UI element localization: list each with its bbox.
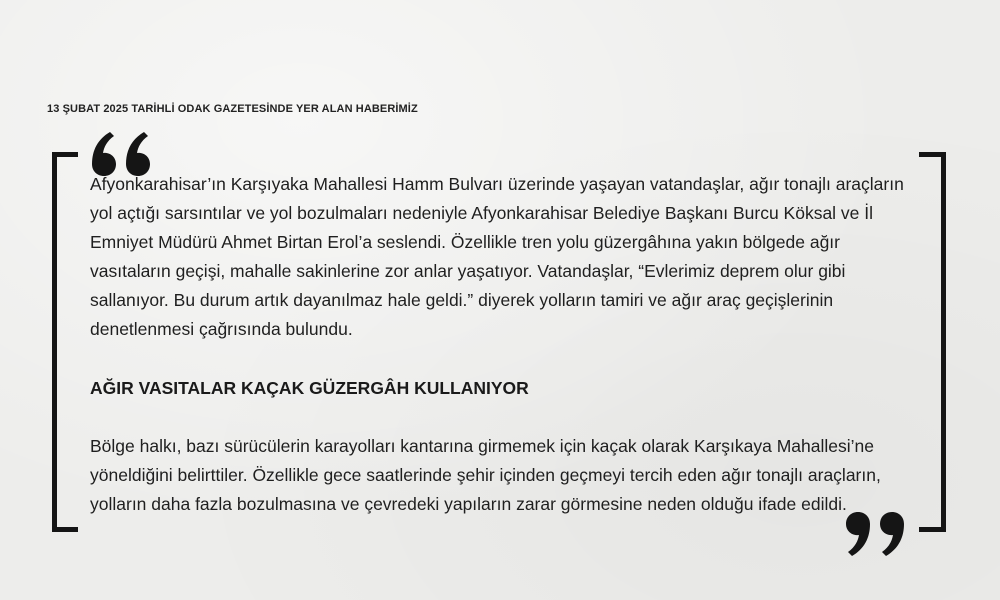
article-paragraph-1: Afyonkarahisar’ın Karşıyaka Mahallesi Hamm Bulvarı üzerinde yaşayan vatandaşlar, ağır tonajlı araçların yol açtığı sarsıntılar ve yol bozulmaları nedeniyle Afyonkarahisar Belediye Başkanı Burcu Köksal ve İl Emniyet Müdürü Ahmet Birtan Erol’a seslendi. Özellikle tren yolu güzergâhına yakın bölgede ağır vasıtaların geçişi, mahalle sakinlerine zor anlar yaşatıyor. Vatandaşlar, “Evlerimiz deprem olur gibi sallanıyor. Bu durum artık dayanılmaz hale geldi.” diyerek yolların tamiri ve ağır araç geçişlerinin denetlenmesi çağrısında bulundu. bbox=[90, 174, 904, 339]
article-subheading: AĞIR VASITALAR KAÇAK GÜZERGÂH KULLANIYOR bbox=[90, 378, 529, 398]
article-body bbox=[90, 170, 920, 519]
article-paragraph-2: Bölge halkı, bazı sürücülerin karayolları kantarına girmemek için kaçak olarak Karşıkaya Mahallesi’ne yöneldiğini belirttiler. Özellikle gece saatlerinde şehir içinden geçmeyi tercih eden ağır tonajlı araçların, yolların daha fazla bozulmasına ve çevredeki yapıların zarar görmesine neden olduğu ifade edildi. bbox=[90, 436, 881, 514]
right-bracket bbox=[919, 152, 946, 532]
article-kicker: 13 ŞUBAT 2025 TARİHLİ ODAK GAZETESİNDE YER ALAN HABERİMİZ bbox=[47, 103, 418, 115]
left-bracket bbox=[52, 152, 78, 532]
